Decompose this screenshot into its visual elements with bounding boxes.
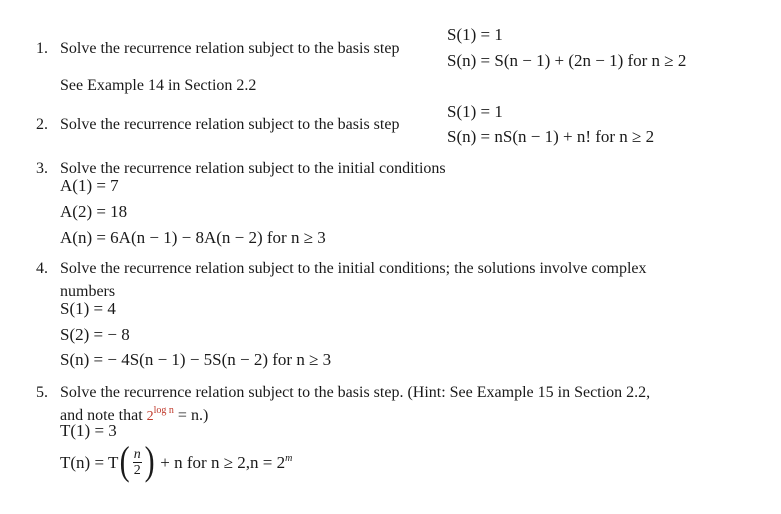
problem-5-eq-rhs: + n for n ≥ 2,n = 2: [160, 453, 286, 472]
problem-3-recurrence-eq: A(n) = 6A(n − 1) − 8A(n − 2) for n ≥ 3: [60, 228, 326, 247]
problem-1-recurrence-eq: S(n) = S(n − 1) + (2n − 1) for n ≥ 2: [447, 51, 687, 70]
problem-4-number: 4.: [36, 260, 48, 277]
left-paren-icon: (: [120, 438, 131, 483]
problem-1-text: Solve the recurrence relation subject to the basis step: [60, 40, 400, 57]
problem-3-condition-2: A(2) = 18: [60, 202, 128, 221]
hint-power-exponent: log n: [153, 405, 174, 416]
problem-2-text: Solve the recurrence relation subject to the basis step: [60, 116, 400, 133]
problem-4-text: Solve the recurrence relation subject to the initial conditions; the solutions involve complex: [60, 260, 647, 277]
problem-5-number: 5.: [36, 384, 48, 401]
fraction-numerator: n: [133, 447, 141, 462]
problem-1-basis-eq: S(1) = 1: [447, 25, 503, 44]
problem-2-basis-eq: S(1) = 1: [447, 102, 503, 121]
fraction: [133, 447, 142, 479]
problem-4-text-cont: numbers: [60, 283, 116, 300]
right-paren-icon: ): [144, 438, 155, 483]
problem-5-eq-exponent: m: [285, 453, 293, 464]
problem-3-text: Solve the recurrence relation subject to the initial conditions: [60, 160, 446, 177]
problem-1-number: 1.: [36, 40, 48, 57]
problem-5-eq-lhs: T(n) = T: [60, 453, 119, 472]
problem-2-number: 2.: [36, 116, 48, 133]
hint-power-base: 2: [146, 409, 154, 424]
problem-5-hint-pre: and note that: [60, 407, 143, 424]
problem-5-recurrence-eq: [60, 438, 293, 483]
problem-1-note: See Example 14 in Section 2.2: [60, 77, 257, 94]
problem-5-hint-post: = n.): [177, 407, 209, 424]
problem-2-recurrence-eq: S(n) = nS(n − 1) + n! for n ≥ 2: [447, 127, 655, 146]
problem-3-number: 3.: [36, 160, 48, 177]
problem-5-basis-eq: T(1) = 3: [60, 421, 117, 440]
problem-4-recurrence-eq: S(n) = − 4S(n − 1) − 5S(n − 2) for n ≥ 3: [60, 350, 332, 369]
problem-4-condition-2: S(2) = − 8: [60, 325, 130, 344]
problem-4-condition-1: S(1) = 4: [60, 299, 116, 318]
problem-3-condition-1: A(1) = 7: [60, 176, 119, 195]
fraction-denominator: 2: [133, 463, 141, 478]
problem-5-text: Solve the recurrence relation subject to the basis step. (Hint: See Example 15 in Section 2.2,: [60, 384, 651, 401]
